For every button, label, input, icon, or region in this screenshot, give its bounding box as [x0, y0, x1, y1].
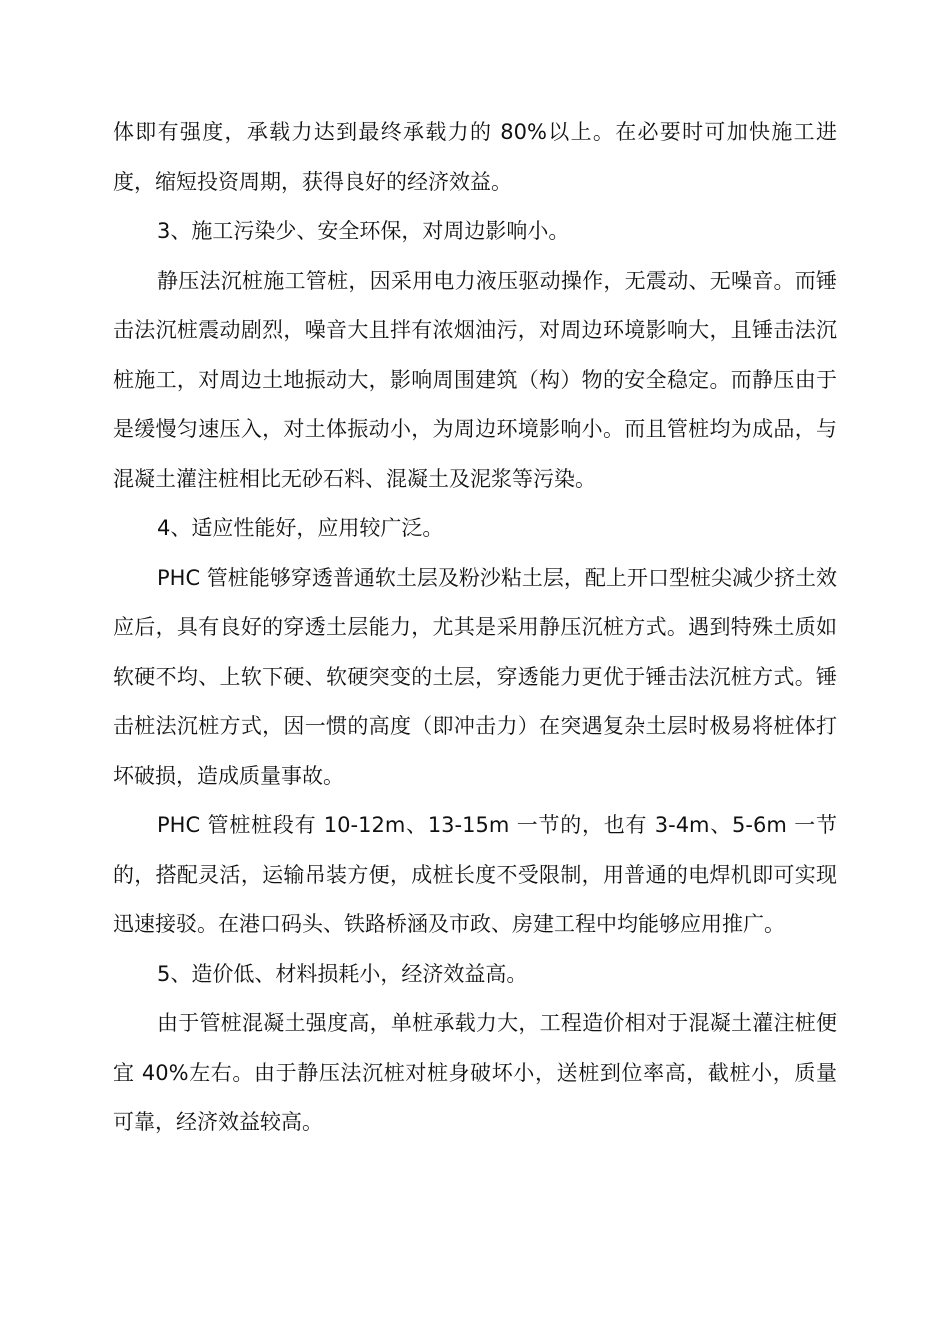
paragraph-static-pressure: 静压法沉桩施工管桩，因采用电力液压驱动操作，无震动、无噪音。而锤击法沉桩震动剧烈，噪音大且拌有浓烟油污，对周边环境影响大，且锤击法沉桩施工，对周边土地振动大，影响周围建筑（构）物的安全稳定。而静压由于是缓慢匀速压入，对土体振动小，为周边环境影响小。而且管桩均为成品，与混凝土灌注桩相比无砂石料、混凝土及泥浆等污染。: [113, 268, 837, 491]
paragraph-cost: 由于管桩混凝土强度高，单桩承载力大，工程造价相对于混凝土灌注桩便宜 40%左右。由于静压法沉桩对桩身破坏小，送桩到位率高，截桩小，质量可靠，经济效益较高。: [113, 1011, 837, 1134]
paragraph-continued-strength: 体即有强度，承载力达到最终承载力的 80%以上。在必要时可加快施工进度，缩短投资周期，获得良好的经济效益。: [113, 120, 837, 194]
paragraph-phc-penetration: PHC 管桩能够穿透普通软土层及粉沙粘土层，配上开口型桩尖减少挤土效应后，具有良好的穿透土层能力，尤其是采用静压沉桩方式。遇到特殊土质如软硬不均、上软下硬、软硬突变的土层，穿透能力更优于锤击法沉桩方式。锤击桩法沉桩方式，因一惯的高度（即冲击力）在突遇复杂土层时极易将桩体打坏破损，造成质量事故。: [113, 565, 837, 788]
heading-item-3: 3、施工污染少、安全环保，对周边影响小。: [157, 219, 570, 243]
document-body: [113, 108, 837, 1148]
paragraph-phc-segments: PHC 管桩桩段有 10-12m、13-15m 一节的，也有 3-4m、5-6m 一节的，搭配灵活，运输吊装方便，成桩长度不受限制，用普通的电焊机即可实现迅速接驳。在港口码头、铁路桥涵及市政、房建工程中均能够应用推广。: [113, 813, 837, 936]
heading-item-5: 5、造价低、材料损耗小，经济效益高。: [157, 961, 528, 986]
heading-item-4: 4、适应性能好，应用较广泛。: [157, 516, 444, 540]
